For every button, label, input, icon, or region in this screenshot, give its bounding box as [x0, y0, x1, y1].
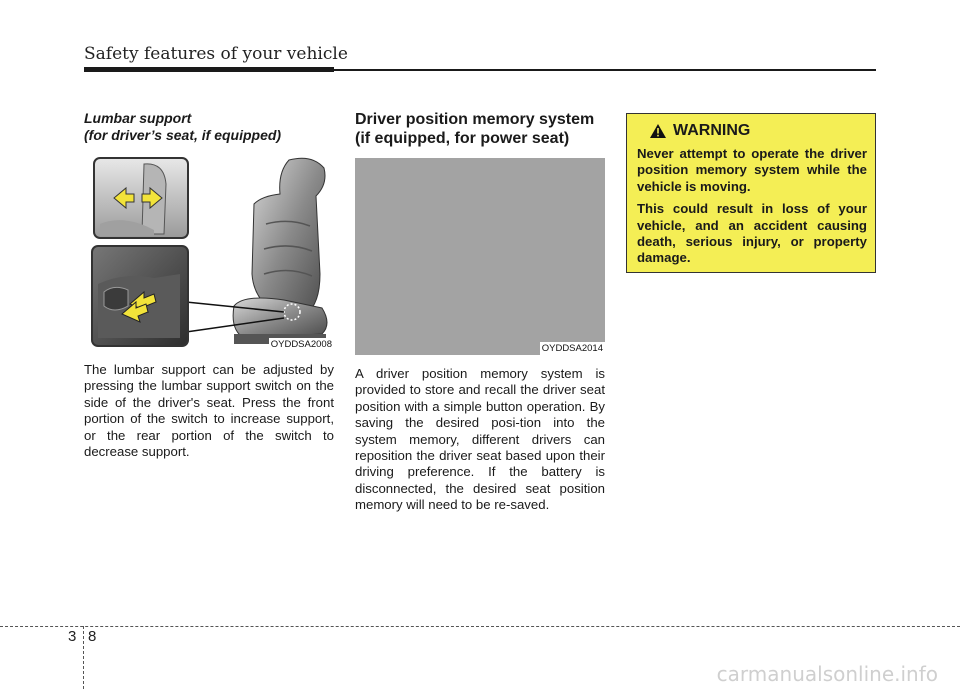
page-chapter-number: 3: [68, 628, 77, 645]
lumbar-section: [84, 110, 334, 460]
header-rule-thick: [84, 67, 334, 72]
lumbar-figure: [84, 154, 334, 351]
memory-heading: [355, 110, 605, 148]
lumbar-heading: [84, 110, 334, 144]
watermark: carmanualsonline.info: [716, 662, 938, 686]
warning-title: WARNING: [673, 122, 751, 139]
warning-triangle-icon: [649, 123, 667, 139]
seat-lumbar-illustration: [84, 154, 334, 351]
memory-heading-line1: Driver position memory system: [355, 111, 595, 128]
lumbar-figure-code: OYDDSA2008: [270, 339, 332, 350]
footer-vertical-rule: [83, 626, 84, 689]
memory-heading-line2: (if equipped, for power seat): [355, 130, 570, 147]
page-header-title: Safety features of your vehicle: [84, 44, 348, 64]
warning-box: [626, 113, 876, 273]
warning-header: [649, 122, 867, 140]
warning-paragraph-1: Never attempt to operate the driver position memory system while the vehicle is moving.: [637, 146, 867, 194]
memory-section: [355, 110, 605, 514]
header-rule-thin: [334, 69, 876, 71]
lumbar-heading-line2: (for driver’s seat, if equipped): [84, 127, 282, 143]
lumbar-heading-line1: Lumbar support: [84, 110, 192, 126]
page-number: 8: [88, 628, 97, 645]
footer-rule: [0, 626, 960, 627]
memory-figure-code: OYDDSA2014: [541, 343, 603, 354]
warning-paragraph-2: This could result in loss of your vehicle, and an accident causing death, serious injury, or property damage.: [637, 201, 867, 266]
memory-body-text: A driver position memory system is provided to store and recall the driver seat position with a simple button operation. By saving the desired posi-tion into the system memory, different drivers can reposition the driver seat based upon their driving preference. If the battery is disconnected, the desired seat position memory will need to be re-saved.: [355, 366, 605, 513]
memory-figure: [355, 158, 605, 355]
lumbar-body-text: The lumbar support can be adjusted by pressing the lumbar support switch on the side of the driver's seat. Press the front portion of the switch to increase support, or the rear portion of the switch to decrease support.: [84, 362, 334, 460]
